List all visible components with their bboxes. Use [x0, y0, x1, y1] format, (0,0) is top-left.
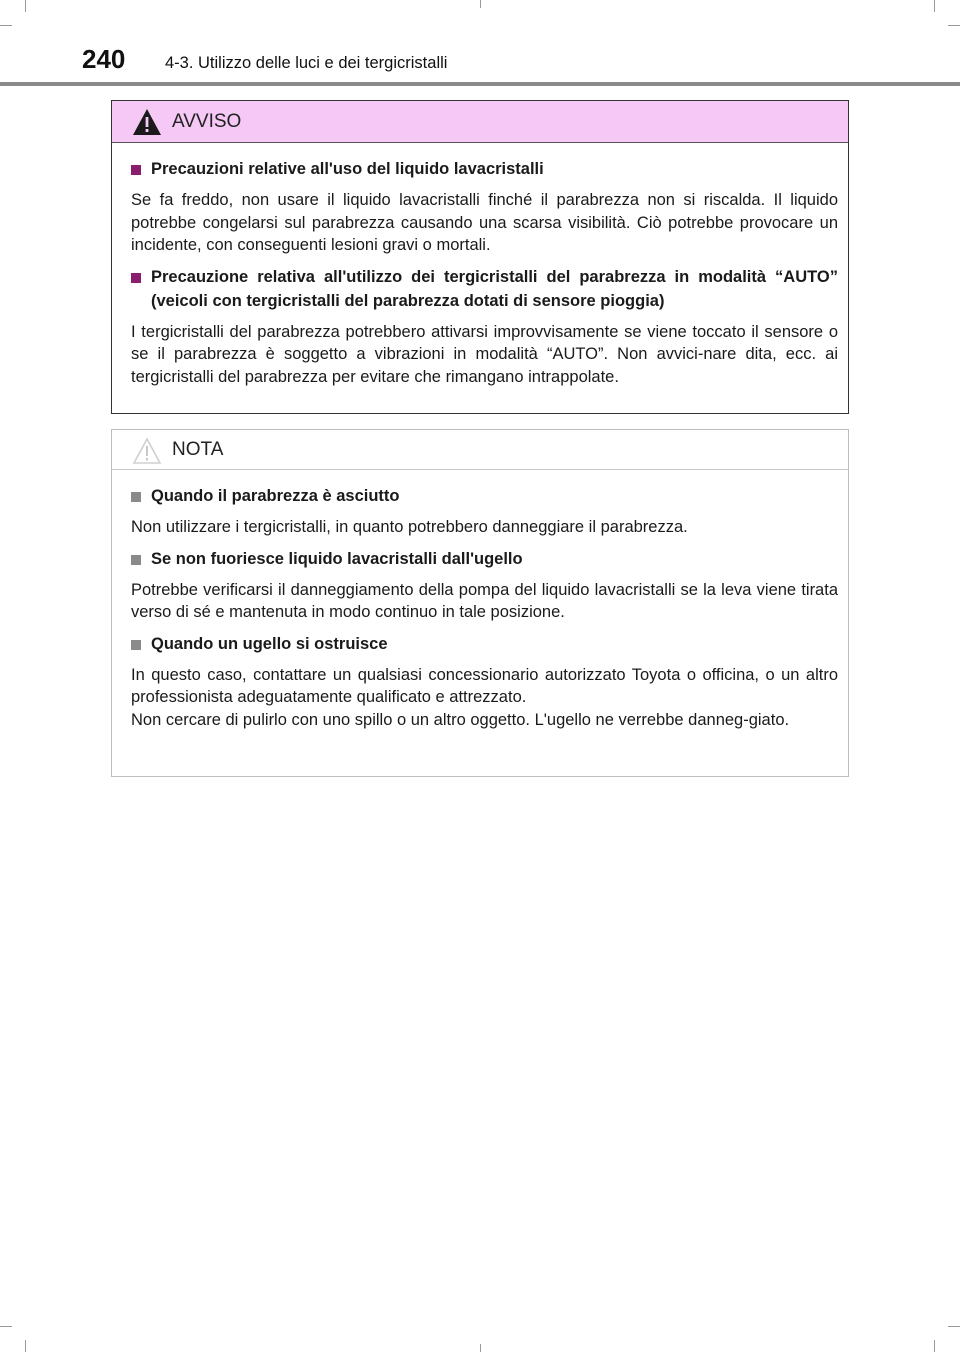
- warning-triangle-icon: [132, 108, 162, 136]
- note-box: [111, 429, 849, 777]
- square-bullet-icon: [131, 555, 141, 565]
- caution-triangle-icon: [132, 437, 162, 465]
- note-item-text: Non cercare di pulirlo con uno spillo o un altro oggetto. L'ugello ne verrebbe danneg-giato.: [131, 710, 790, 729]
- note-item-title: Se non fuoriesce liquido lavacristalli dall'ugello: [151, 549, 523, 568]
- note-item: [131, 632, 838, 732]
- crop-mark: [948, 1326, 960, 1327]
- note-label: NOTA: [172, 439, 224, 460]
- warning-item-text: I tergicristalli del parabrezza potrebbero attivarsi improvvisamente se viene toccato il sensore o se il parabrezza è soggetto a vibrazioni in modalità “AUTO”. Non avvici-nare dita, ecc. ai tergicristalli del parabrezza per evitare che rimangano intrappolate.: [131, 322, 838, 386]
- crop-mark: [0, 1326, 12, 1327]
- warning-item-title: Precauzione relativa all'utilizzo dei tergicristalli del parabrezza in modalità “AUTO” (veicoli con tergicristalli del parabrezza dotati di sensore pioggia): [151, 267, 838, 310]
- square-bullet-icon: [131, 492, 141, 502]
- warning-item: [131, 157, 838, 257]
- page-number: 240: [82, 44, 126, 74]
- note-item-title: Quando un ugello si ostruisce: [151, 634, 388, 653]
- warning-item-text: Se fa freddo, non usare il liquido lavacristalli finché il parabrezza non si riscalda. Il liquido potrebbe congelarsi sul parabrezza causando una scarsa visibilità. Ciò potrebbe provocare un incidente, con conseguenti lesioni gravi o mortali.: [131, 191, 838, 254]
- note-item-text: Non utilizzare i tergicristalli, in quanto potrebbero danneggiare il parabrezza.: [131, 518, 688, 536]
- note-box-header: [112, 430, 848, 470]
- square-bullet-icon: [131, 165, 141, 175]
- note-item-title: Quando il parabrezza è asciutto: [151, 487, 400, 505]
- crop-mark: [480, 1344, 481, 1352]
- crop-mark: [25, 1340, 26, 1352]
- warning-box: [111, 100, 849, 414]
- square-bullet-icon: [131, 273, 141, 283]
- section-title: 4-3. Utilizzo delle luci e dei tergicristalli: [165, 54, 448, 72]
- crop-mark: [934, 1340, 935, 1352]
- warning-label: AVVISO: [172, 111, 242, 132]
- warning-item: [131, 265, 838, 389]
- note-item: [131, 484, 838, 539]
- square-bullet-icon: [131, 640, 141, 650]
- note-item: [131, 547, 838, 624]
- note-item-text: In questo caso, contattare un qualsiasi concessionario autorizzato Toyota o officina, o un altro professionista adeguatamente qualificato e attrezzato.: [131, 665, 838, 706]
- warning-item-title: Precauzioni relative all'uso del liquido lavacristalli: [151, 160, 544, 178]
- page-header: [0, 0, 960, 90]
- warning-box-header: [112, 101, 848, 143]
- header-rule: [0, 82, 960, 86]
- note-item-text: Potrebbe verificarsi il danneggiamento della pompa del liquido lavacristalli se la leva viene tirata verso di sé e mantenuta in modo continuo in tale posizione.: [131, 580, 838, 621]
